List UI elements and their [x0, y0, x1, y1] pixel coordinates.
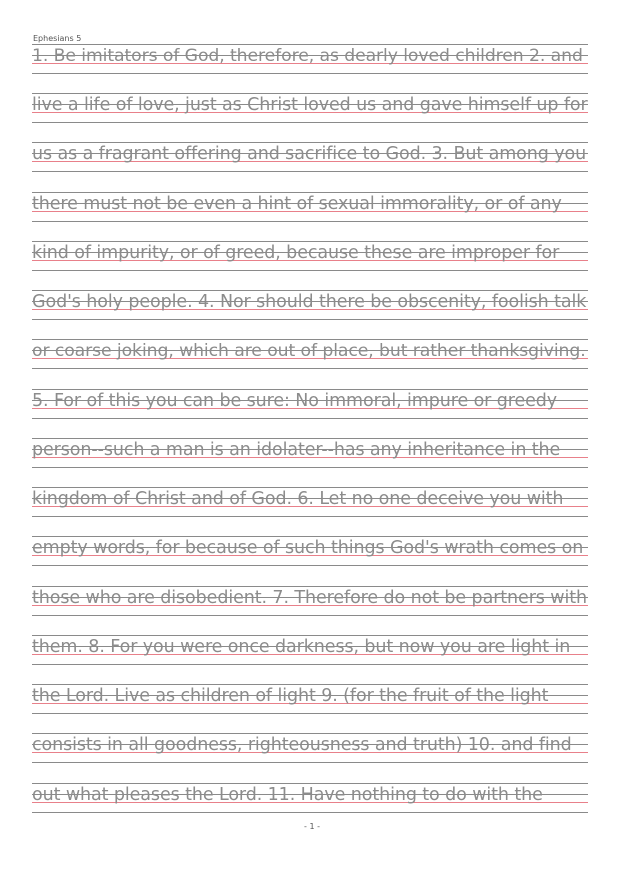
- practice-line-text: the Lord. Live as children of light 9. (for the fruit of the light: [32, 686, 549, 706]
- practice-line: [32, 290, 588, 320]
- practice-line-text: or coarse joking, which are out of place, but rather thanksgiving.: [32, 341, 586, 361]
- bottom-rule: [32, 418, 588, 419]
- practice-line-text: out what pleases the Lord. 11. Have nothing to do with the: [32, 785, 543, 805]
- practice-line: [32, 438, 588, 468]
- practice-line-text: live a life of love, just as Christ loved us and gave himself up for: [32, 95, 588, 115]
- practice-line: [32, 733, 588, 763]
- bottom-rule: [32, 368, 588, 369]
- bottom-rule: [32, 319, 588, 320]
- bottom-rule: [32, 73, 588, 74]
- practice-line: [32, 783, 588, 813]
- bottom-rule: [32, 270, 588, 271]
- bottom-rule: [32, 122, 588, 123]
- practice-line: [32, 684, 588, 714]
- practice-line-text: empty words, for because of such things God's wrath comes on: [32, 538, 584, 558]
- bottom-rule: [32, 565, 588, 566]
- practice-line-text: kingdom of Christ and of God. 6. Let no one deceive you with: [32, 489, 564, 509]
- bottom-rule: [32, 762, 588, 763]
- practice-line-text: us as a fragrant offering and sacrifice to God. 3. But among you: [32, 144, 587, 164]
- practice-line: [32, 241, 588, 271]
- bottom-rule: [32, 467, 588, 468]
- practice-line: [32, 192, 588, 222]
- practice-line: [32, 142, 588, 172]
- practice-line-text: 5. For of this you can be sure: No immoral, impure or greedy: [32, 391, 558, 411]
- practice-line: [32, 487, 588, 517]
- practice-line: [32, 536, 588, 566]
- practice-line-text: kind of impurity, or of greed, because these are improper for: [32, 243, 560, 263]
- bottom-rule: [32, 516, 588, 517]
- practice-line: [32, 339, 588, 369]
- practice-line-text: them. 8. For you were once darkness, but now you are light in: [32, 637, 571, 657]
- practice-line: [32, 635, 588, 665]
- practice-line: [32, 586, 588, 616]
- bottom-rule: [32, 664, 588, 665]
- practice-line-text: God's holy people. 4. Nor should there be obscenity, foolish talk: [32, 292, 587, 312]
- practice-line-text: there must not be even a hint of sexual immorality, or of any: [32, 194, 562, 214]
- bottom-rule: [32, 221, 588, 222]
- bottom-rule: [32, 812, 588, 813]
- bottom-rule: [32, 713, 588, 714]
- practice-line: [32, 93, 588, 123]
- practice-line-text: those who are disobedient. 7. Therefore do not be partners with: [32, 588, 588, 608]
- bottom-rule: [32, 615, 588, 616]
- bottom-rule: [32, 171, 588, 172]
- practice-line: [32, 44, 588, 74]
- page-title: Ephesians 5: [33, 34, 82, 43]
- practice-line-text: person--such a man is an idolater--has any inheritance in the: [32, 440, 561, 460]
- practice-line: [32, 389, 588, 419]
- page-number: - 1 -: [304, 822, 320, 831]
- practice-line-text: 1. Be imitators of God, therefore, as dearly loved children 2. and: [32, 46, 583, 66]
- practice-line-text: consists in all goodness, righteousness and truth) 10. and find: [32, 735, 572, 755]
